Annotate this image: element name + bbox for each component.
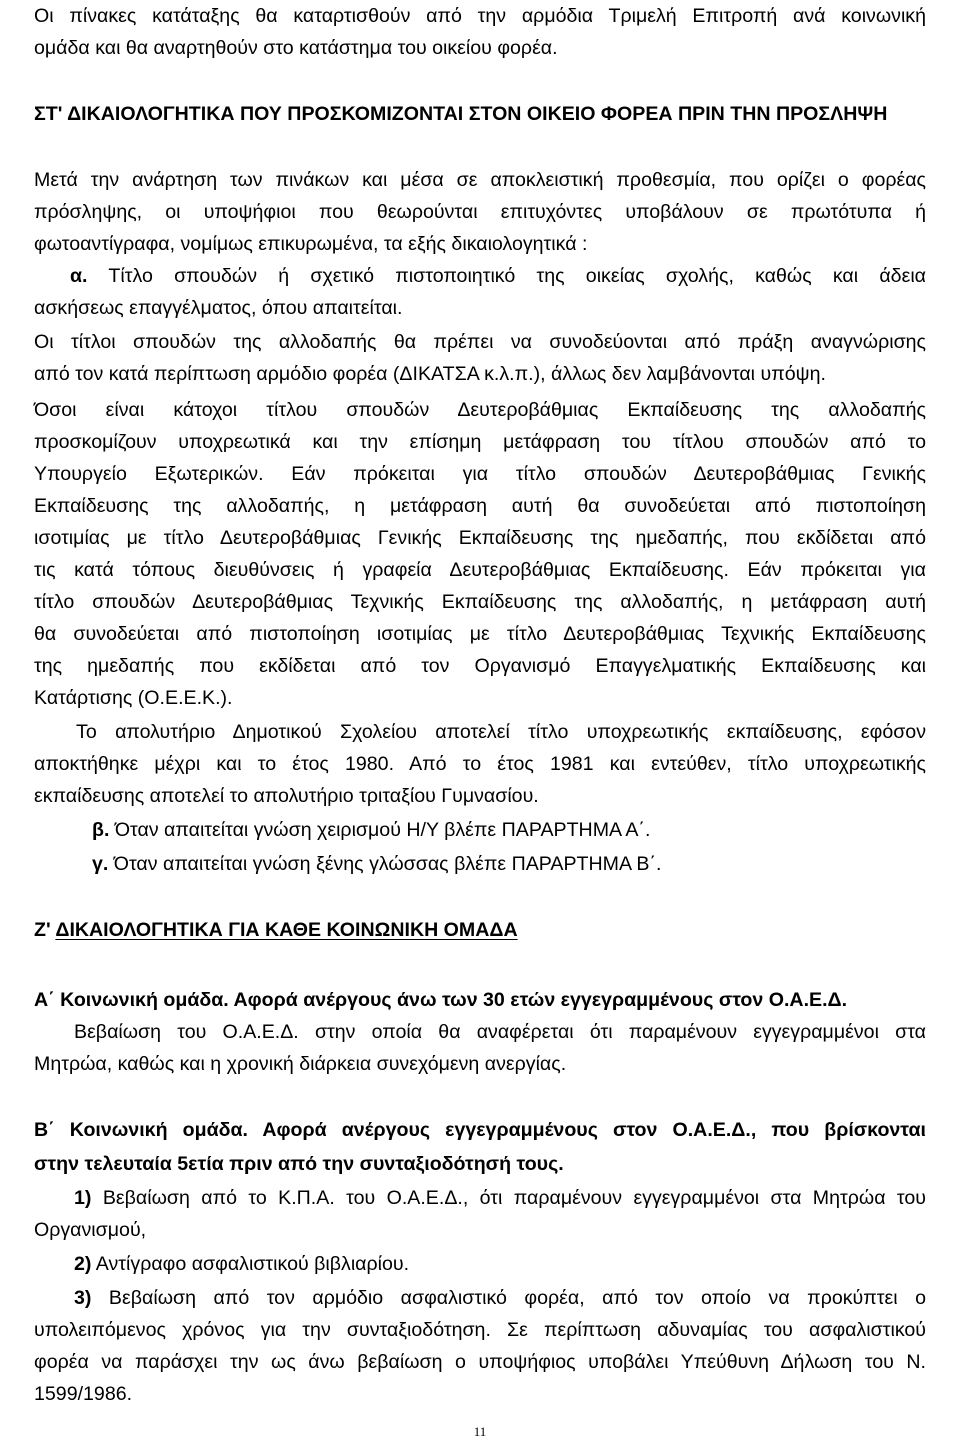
item-3-text: Βεβαίωση από τον αρμόδιο ασφαλιστικό φορέα, από τον οποίο να προκύπτει ο xyxy=(91,1287,926,1309)
paragraph-line: της ημεδαπής που εκδίδεται από τον Οργανισμό Επαγγελματικής Εκπαίδευσης και xyxy=(34,655,926,677)
group-b-item-3-line: υπολειπόμενος χρόνος για την συνταξιοδότηση. Σε περίπτωση αδυναμίας του ασφαλιστικού xyxy=(34,1319,926,1341)
group-b-item-3 xyxy=(74,1282,926,1314)
item-b-line xyxy=(92,814,926,846)
paragraph-line: πρόσληψης, οι υποψήφιοι που θεωρούνται επιτυχόντες υποβάλουν σε πρωτότυπα ή xyxy=(34,201,926,223)
group-a-line: Μητρώα, καθώς και η χρονική διάρκεια συνεχόμενη ανεργίας. xyxy=(34,1053,567,1075)
item-a-line: ασκήσεως επαγγέλματος, όπου απαιτείται. xyxy=(34,297,403,319)
group-a-line: Βεβαίωση του Ο.Α.Ε.Δ. στην οποία θα αναφέρεται ότι παραμένουν εγγεγραμμένοι στα xyxy=(74,1021,926,1043)
section-st-heading: ΣΤ' ΔΙΚΑΙΟΛΟΓΗΤΙΚΑ ΠΟΥ ΠΡΟΣΚΟΜΙΖΟΝΤΑΙ ΣΤΟΝ ΟΙΚΕΙΟ ΦΟΡΕΑ ΠΡΙΝ ΤΗΝ ΠΡΟΣΛΗΨΗ xyxy=(34,103,888,125)
paragraph-line: ισοτιμίας με τίτλο Δευτεροβάθμιας Γενικής Εκπαίδευσης της ημεδαπής, που εκδίδεται από xyxy=(34,527,926,549)
item-3-marker: 3) xyxy=(74,1287,92,1309)
group-b-item-1 xyxy=(74,1182,926,1214)
item-2-text: Αντίγραφο ασφαλιστικού βιβλιαρίου. xyxy=(91,1253,410,1275)
paragraph-line: Μετά την ανάρτηση των πινάκων και μέσα σε αποκλειστική προθεσμία, που ορίζει ο φορέας xyxy=(34,169,926,191)
item-1-marker: 1) xyxy=(74,1187,92,1209)
intro-line: Οι πίνακες κατάταξης θα καταρτισθούν από την αρμόδια Τριμελή Επιτροπή ανά κοινωνική xyxy=(34,5,926,27)
item-b-marker: β. xyxy=(92,819,110,841)
item-c-text: Όταν απαιτείται γνώση ξένης γλώσσας βλέπε ΠΑΡΑΡΤΗΜΑ Β΄. xyxy=(108,853,662,875)
item-a-marker: α. xyxy=(70,265,88,287)
paragraph-line: τις κατά τόπους διευθύνσεις ή γραφεία Δευτεροβάθμιας Εκπαίδευσης. Εάν πρόκειται για xyxy=(34,559,926,581)
section-z-title: ΔΙΚΑΙΟΛΟΓΗΤΙΚΑ ΓΙΑ ΚΑΘΕ ΚΟΙΝΩΝΙΚΗ ΟΜΑΔΑ xyxy=(55,919,518,941)
paragraph-line: προσκομίζουν υποχρεωτικά και την επίσημη μετάφραση του τίτλου σπουδών από το xyxy=(34,431,926,453)
item-1-text: Βεβαίωση από το Κ.Π.Α. του Ο.Α.Ε.Δ., ότι παραμένουν εγγεγραμμένοι στα Μητρώα του xyxy=(91,1187,926,1209)
paragraph-line: φωτοαντίγραφα, νομίμως επικυρωμένα, τα εξής δικαιολογητικά : xyxy=(34,233,588,255)
item-a-text: Τίτλο σπουδών ή σχετικό πιστοποιητικό της οικείας σχολής, καθώς και άδεια xyxy=(87,265,926,287)
page-number: 11 xyxy=(473,1424,487,1439)
group-b-item-2 xyxy=(74,1248,926,1280)
item-b-text: Όταν απαιτείται γνώση χειρισμού Η/Υ βλέπε ΠΑΡΑΡΤΗΜΑ Α΄. xyxy=(109,819,651,841)
group-a-title: Α΄ Κοινωνική ομάδα. Αφορά ανέργους άνω των 30 ετών εγγεγραμμένους στον Ο.Α.Ε.Δ. xyxy=(34,989,848,1011)
paragraph-line: εκπαίδευσης αποτελεί το απολυτήριο τριταξίου Γυμνασίου. xyxy=(34,785,539,807)
paragraph-line: Κατάρτισης (Ο.Ε.Ε.Κ.). xyxy=(34,687,233,709)
section-z-heading xyxy=(34,914,926,946)
paragraph-line: Υπουργείο Εξωτερικών. Εάν πρόκειται για τίτλο σπουδών Δευτεροβάθμιας Γενικής xyxy=(34,463,926,485)
paragraph-line: Όσοι είναι κάτοχοι τίτλου σπουδών Δευτεροβάθμιας Εκπαίδευσης της αλλοδαπής xyxy=(34,399,926,421)
group-b-title: στην τελευταία 5ετία πριν από την συνταξιοδότησή τους. xyxy=(34,1153,564,1175)
paragraph-line: τίτλο σπουδών Δευτεροβάθμιας Τεχνικής Εκπαίδευσης της αλλοδαπής, η μετάφραση αυτή xyxy=(34,591,926,613)
intro-line: ομάδα και θα αναρτηθούν στο κατάστημα του οικείου φορέα. xyxy=(34,37,558,59)
item-c-marker: γ. xyxy=(92,853,109,875)
section-z-prefix: Ζ' xyxy=(34,919,56,941)
paragraph-line: θα συνοδεύεται από πιστοποίηση ισοτιμίας με τίτλο Δευτεροβάθμιας Τεχνικής Εκπαίδευσης xyxy=(34,623,926,645)
item-c-line xyxy=(92,848,926,880)
paragraph-line: Το απολυτήριο Δημοτικού Σχολείου αποτελεί τίτλο υποχρεωτικής εκπαίδευσης, εφόσον xyxy=(76,721,926,743)
group-b-item-3-line: 1599/1986. xyxy=(34,1383,133,1405)
paragraph-line: αποκτήθηκε μέχρι και το έτος 1980. Από το έτος 1981 και εντεύθεν, τίτλο υποχρεωτικής xyxy=(34,753,926,775)
item-2-marker: 2) xyxy=(74,1253,92,1275)
paragraph-line: από τον κατά περίπτωση αρμόδιο φορέα (ΔΙΚΑΤΣΑ κ.λ.π.), άλλως δεν λαμβάνονται υπόψη. xyxy=(34,363,826,385)
group-b-item-1-line: Οργανισμού, xyxy=(34,1219,147,1241)
group-b-item-3-line: φορέα να παράσχει την ως άνω βεβαίωση ο υποψήφιος υποβάλει Υπεύθυνη Δήλωση του Ν. xyxy=(34,1351,926,1373)
paragraph-line: Εκπαίδευσης της αλλοδαπής, η μετάφραση αυτή θα συνοδεύεται από πιστοποίηση xyxy=(34,495,926,517)
item-a-line xyxy=(70,260,926,292)
paragraph-line: Οι τίτλοι σπουδών της αλλοδαπής θα πρέπει να συνοδεύονται από πράξη αναγνώρισης xyxy=(34,331,926,353)
group-b-title: Β΄ Κοινωνική ομάδα. Αφορά ανέργους εγγεγραμμένους στον Ο.Α.Ε.Δ., που βρίσκονται xyxy=(34,1119,926,1141)
